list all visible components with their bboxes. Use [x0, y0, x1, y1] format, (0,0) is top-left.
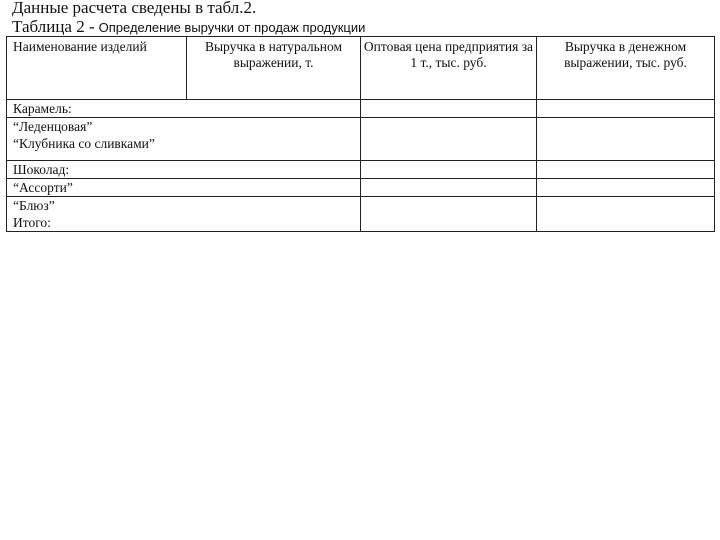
cell-volume [187, 161, 361, 179]
cell-volume [187, 100, 361, 118]
table-row [7, 197, 715, 232]
intro-text: Данные расчета сведены в табл.2. [12, 0, 257, 17]
table-row [7, 179, 715, 197]
cell-price [361, 197, 537, 232]
row-name-cell [7, 197, 187, 232]
revenue-table [6, 36, 715, 232]
row-label-total: Итого: [13, 215, 51, 230]
row-name-cell [7, 100, 187, 118]
cell-revenue [537, 161, 715, 179]
header-revenue: Выручка в денежном выражении, тыс. руб. [537, 37, 715, 100]
cell-price [361, 179, 537, 197]
cell-revenue [537, 118, 715, 161]
cell-revenue [537, 100, 715, 118]
header-product-name: Наименование изделий [7, 37, 187, 100]
header-wholesale-price: Оптовая цена предприятия за 1 т., тыс. руб. [361, 37, 537, 100]
caption-description: Определение выручки от продаж продукции [98, 20, 366, 35]
cell-price [361, 100, 537, 118]
row-label-chocolate: Шоколад: [13, 162, 70, 177]
table-header-row [7, 37, 715, 100]
cell-volume [187, 197, 361, 232]
row-label-assorti: “Ассорти” [13, 180, 73, 195]
cell-revenue [537, 197, 715, 232]
table-row [7, 161, 715, 179]
cell-volume [187, 179, 361, 197]
row-label-strawberry: “Клубника со сливками” [13, 136, 155, 151]
cell-price [361, 118, 537, 161]
row-label-ledentsovaya: “Леденцовая” [13, 119, 93, 134]
table-caption [12, 18, 365, 37]
row-name-cell [7, 179, 187, 197]
row-name-cell [7, 118, 187, 161]
header-volume: Выручка в натуральном выражении, т. [187, 37, 361, 100]
row-label-blues: “Блюз” [13, 198, 55, 213]
cell-volume [187, 118, 361, 161]
row-label-caramel: Карамель: [13, 101, 72, 116]
table-row [7, 118, 715, 161]
cell-price [361, 161, 537, 179]
table-row [7, 100, 715, 118]
cell-revenue [537, 179, 715, 197]
row-name-cell [7, 161, 187, 179]
caption-label: Таблица 2 - [12, 17, 95, 36]
